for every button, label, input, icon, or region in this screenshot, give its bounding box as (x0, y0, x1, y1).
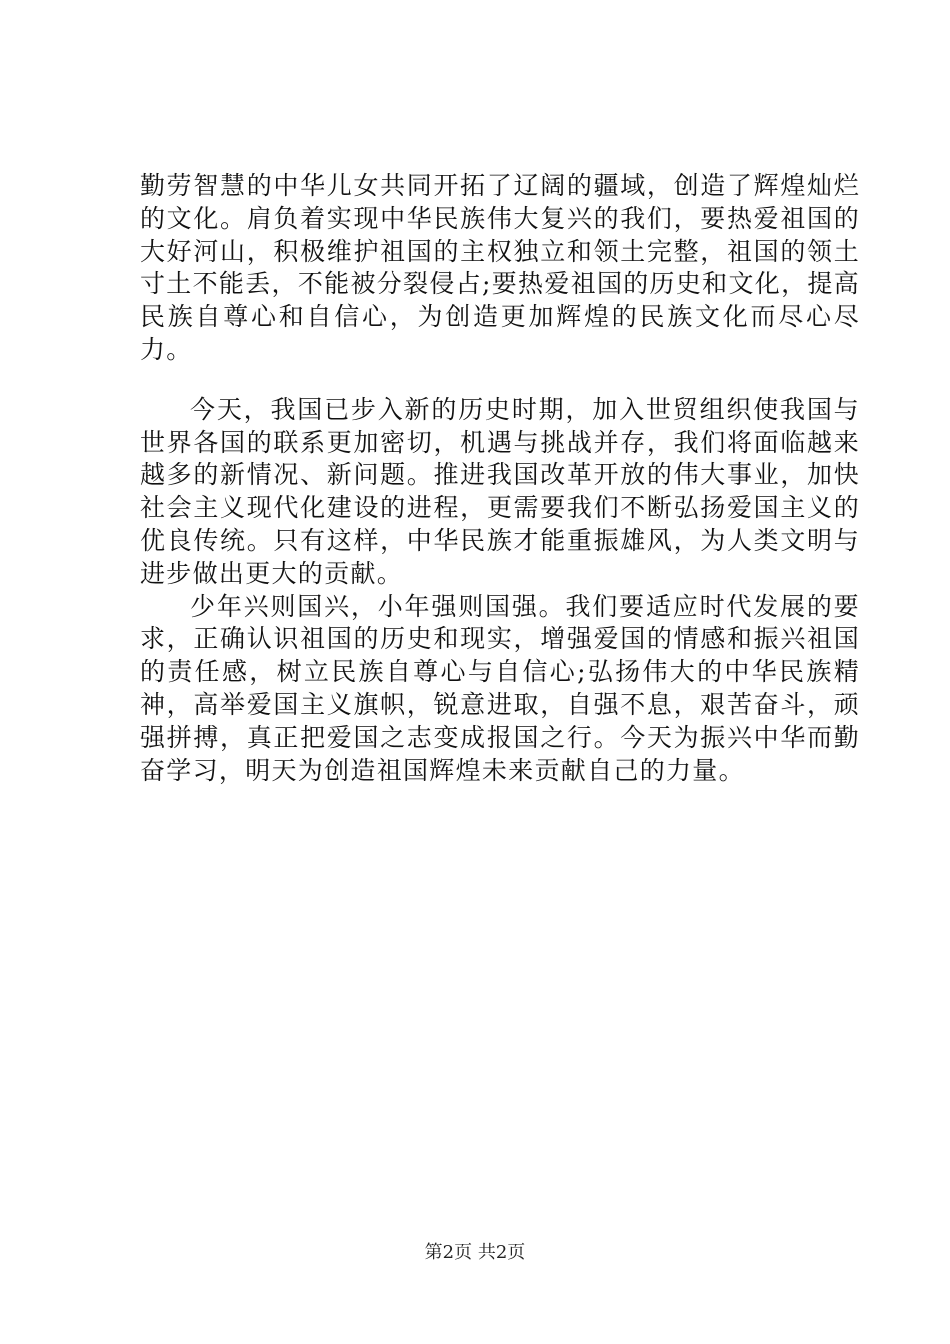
page-number-footer: 第2页 共2页 (424, 1242, 526, 1263)
paragraph-2: 今天，我国已步入新的历史时期，加入世贸组织使我国与世界各国的联系更加密切，机遇与挑战并存，我们将面临越来越多的新情况、新问题。推进我国改革开放的伟大事业，加快社会主义现代化建设的进程，更需要我们不断弘扬爱国主义的优良传统。只有这样，中华民族才能重振雄风，为人类文明与进步做出更大的贡献。 (140, 394, 860, 588)
paragraph-1: 勤劳智慧的中华儿女共同开拓了辽阔的疆域，创造了辉煌灿烂的文化。肩负着实现中华民族伟大复兴的我们，要热爱祖国的大好河山，积极维护祖国的主权独立和领土完整，祖国的领土寸土不能丢，不能被分裂侵占;要热爱祖国的历史和文化，提高民族自尊心和自信心，为创造更加辉煌的民族文化而尽心尽力。 (140, 171, 860, 364)
paragraph-3: 少年兴则国兴，小年强则国强。我们要适应时代发展的要求，正确认识祖国的历史和现实，增强爱国的情感和振兴祖国的责任感，树立民族自尊心与自信心;弘扬伟大的中华民族精神，高举爱国主义旗帜，锐意进取，自强不息，艰苦奋斗，顽强拼搏，真正把爱国之志变成报国之行。今天为振兴中华而勤奋学习，明天为创造祖国辉煌未来贡献自己的力量。 (140, 591, 860, 785)
body-text (140, 170, 860, 787)
